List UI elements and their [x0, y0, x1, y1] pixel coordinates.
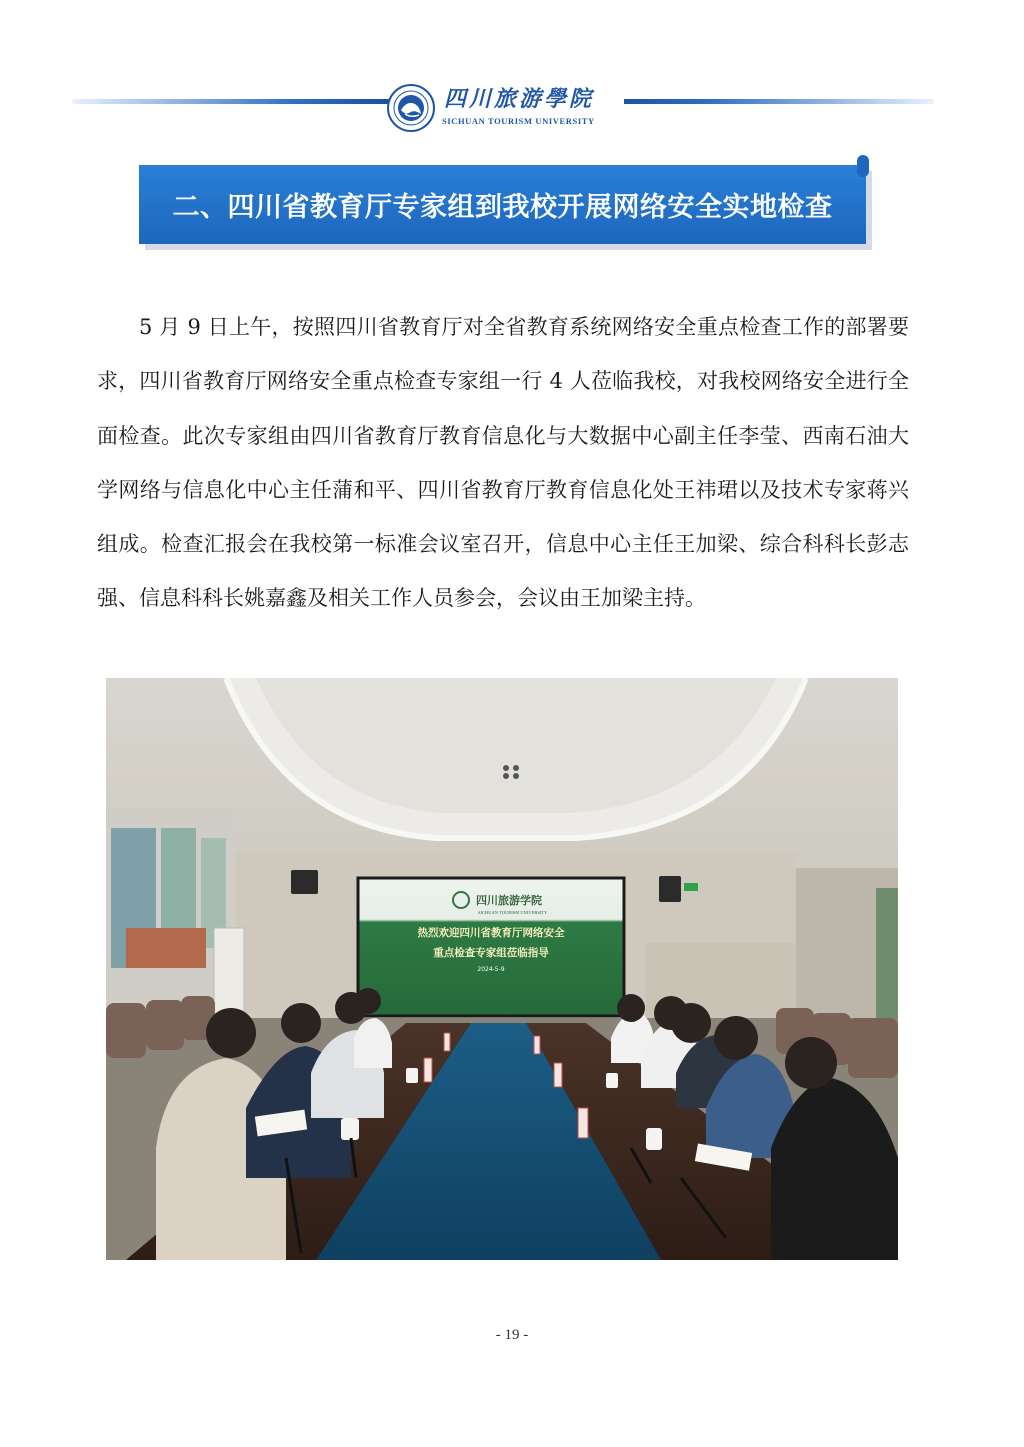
meeting-photo — [106, 678, 898, 1260]
screen-logo-en: SICHUAN TOURISM UNIVERSITY — [478, 910, 548, 915]
screen-welcome-line2: 重点检查专家组莅临指导 — [433, 947, 549, 959]
body-paragraph: 5 月 9 日上午，按照四川省教育厅对全省教育系统网络安全重点检查工作的部署要求，四川省教育厅网络安全重点检查专家组一行 4 人莅临我校，对我校网络安全进行全面检查。此次专家组由四川省教育厅教育信息化与大数据中心副主任李莹、西南石油大学网络与信息化中心主任蒲和平、四川省教育厅教育信息化处王祎珺以及技术专家蒋兴组成。检查汇报会在我校第一标准会议室召开，信息中心主任王加梁、综合科科长彭志强、信息科科长姚嘉鑫及相关工作人员参会，会议由王加梁主持。 — [97, 315, 909, 611]
header-rule-left — [72, 99, 390, 104]
university-name-cn: 四川旅游學院 — [440, 86, 624, 112]
meeting-room-illustration — [106, 678, 898, 1260]
screen-welcome-line1: 热烈欢迎四川省教育厅网络安全 — [417, 927, 565, 939]
header-rule-right — [612, 99, 934, 104]
university-name-en: SICHUAN TOURISM UNIVERSITY — [442, 116, 595, 126]
university-seal-icon — [387, 84, 435, 132]
page-number: - 19 - — [495, 1327, 529, 1343]
section-title: 二、四川省教育厅专家组到我校开展网络安全实地检查 — [172, 192, 833, 223]
screen-logo-text: 四川旅游学院 — [476, 894, 542, 907]
banner-tab-decoration — [857, 155, 869, 177]
section-title-banner — [139, 165, 866, 244]
screen-date: 2024-5-9 — [477, 966, 505, 973]
